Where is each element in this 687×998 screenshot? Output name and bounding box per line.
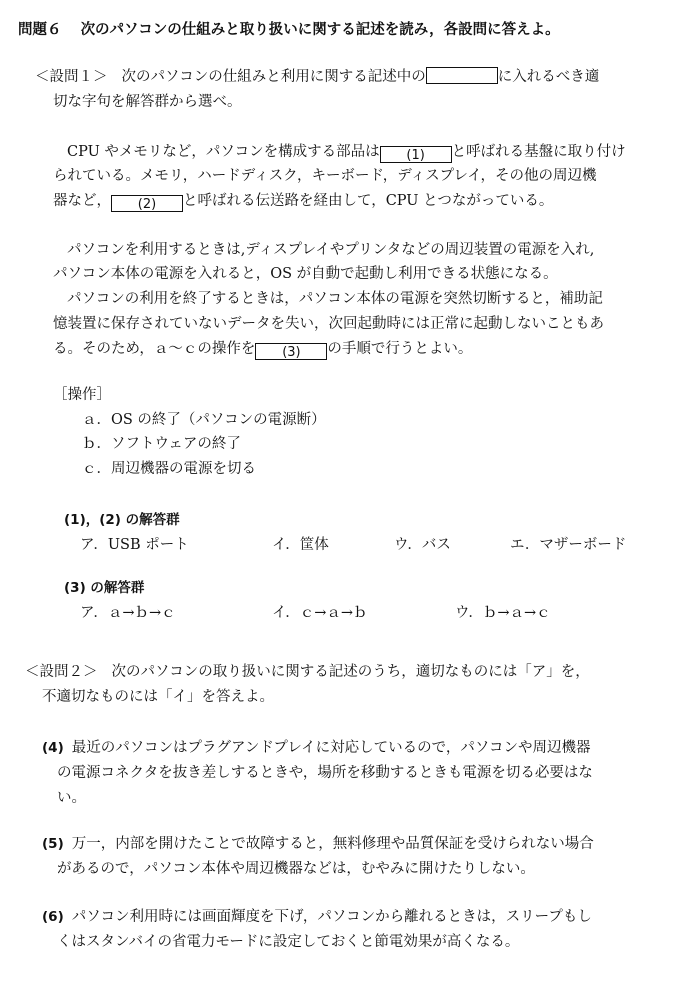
q2-item-6-line2: くはスタンバイの省電力モードに設定しておくと節電効果が高くなる。	[57, 934, 520, 950]
q2-item-5-line1	[42, 834, 594, 854]
q2-item-4-line3: い。	[57, 790, 86, 806]
answer-option: ウ．ｂ→ａ→ｃ	[455, 605, 551, 621]
p1-text-c: 器など，	[53, 193, 111, 209]
q1-intro-line2: 切な字句を解答群から選べ。	[53, 94, 242, 110]
blank-1: (1)	[380, 146, 452, 163]
answer-option: ア．USB ポート	[80, 537, 189, 553]
item-text: パソコン利用時には画面輝度を下げ，パソコンから離れるときは，スリープもし	[71, 909, 592, 925]
operations-heading: ［操作］	[53, 387, 111, 403]
q2-item-4-line2: の電源コネクタを抜き差しするときや，場所を移動するときも電源を切る必要はな	[57, 765, 593, 781]
problem-title	[18, 20, 560, 40]
p2-line2: パソコン本体の電源を入れると，OS が自動で起動し利用できる状態になる。	[53, 266, 558, 282]
item-text: 万一，内部を開けたことで故障すると，無料修理や品質保証を受けられない場合	[71, 836, 594, 852]
operation-item: ａ．OS の終了（パソコンの電源断）	[82, 412, 326, 428]
p2-line1: パソコンを利用するときは,ディスプレイやプリンタなどの周辺装置の電源を入れ,	[67, 242, 595, 258]
q2-intro-text: 次のパソコンの取り扱いに関する記述のうち，適切なものには「ア」を，	[111, 664, 590, 680]
q2-item-5-line2: があるので，パソコン本体や周辺機器などは，むやみに開けたりしない。	[57, 861, 535, 877]
answer-option: ウ．バス	[394, 537, 451, 553]
p2-text-a: る。そのため，ａ～ｃの操作を	[53, 341, 256, 357]
problem-instruction: 次のパソコンの仕組みと取り扱いに関する記述を読み，各設問に答えよ。	[80, 22, 560, 38]
item-text: 最近のパソコンはプラグアンドプレイに対応しているので，パソコンや周辺機器	[71, 740, 591, 756]
operation-item: ｃ．周辺機器の電源を切る	[82, 461, 256, 477]
answer-option: イ．筐体	[272, 537, 329, 553]
q1-intro-text-b: に入れるべき適	[497, 69, 600, 85]
p1-text-b: と呼ばれる基盤に取り付け	[451, 144, 626, 160]
p2-text-b: の手順で行うとよい。	[327, 341, 473, 357]
q2-header: ＜設問２＞	[25, 664, 98, 680]
q2-item-6-line1	[42, 907, 592, 927]
p2-line4: 憶装置に保存されていないデータを失い，次回起動時には正常に起動しないこともあ	[53, 316, 604, 332]
blank-3: (3)	[255, 343, 327, 360]
p1-line2: られている。メモリ，ハードディスク，キーボード，ディスプレイ，その他の周辺機	[53, 168, 597, 184]
q2-intro-line1	[25, 662, 590, 682]
p1-text-a: CPU やメモリなど，パソコンを構成する部品は	[67, 144, 380, 160]
q1-intro-line1	[35, 67, 599, 87]
p2-line3: パソコンの利用を終了するときは，パソコン本体の電源を突然切断すると，補助記	[67, 291, 603, 307]
p1-line3	[53, 191, 553, 212]
operation-item: ｂ．ソフトウェアの終了	[82, 436, 241, 452]
q2-intro-line2: 不適切なものには「イ」を答えよ。	[42, 689, 274, 705]
q1-intro-text: 次のパソコンの仕組みと利用に関する記述中の	[121, 69, 426, 85]
p2-line5	[53, 339, 472, 360]
q2-item-4-line1	[42, 738, 591, 758]
item-number: (4)	[42, 740, 64, 756]
item-number: (6)	[42, 909, 64, 925]
answer-option: エ．マザーボード	[510, 537, 627, 553]
problem-number: 問題６	[18, 22, 62, 38]
p1-text-d: と呼ばれる伝送路を経由して，CPU とつながっている。	[183, 193, 554, 209]
item-number: (5)	[42, 836, 64, 852]
q1-header: ＜設問１＞	[35, 69, 108, 85]
answer-group-heading: (1)，(2) の解答群	[64, 512, 180, 528]
blank-box-sample	[426, 67, 498, 84]
answer-option: イ．ｃ→ａ→ｂ	[272, 605, 368, 621]
blank-2: (2)	[111, 195, 183, 212]
answer-option: ア．ａ→ｂ→ｃ	[80, 605, 176, 621]
answer-group-heading: (3) の解答群	[64, 580, 145, 596]
p1-line1	[67, 142, 626, 163]
